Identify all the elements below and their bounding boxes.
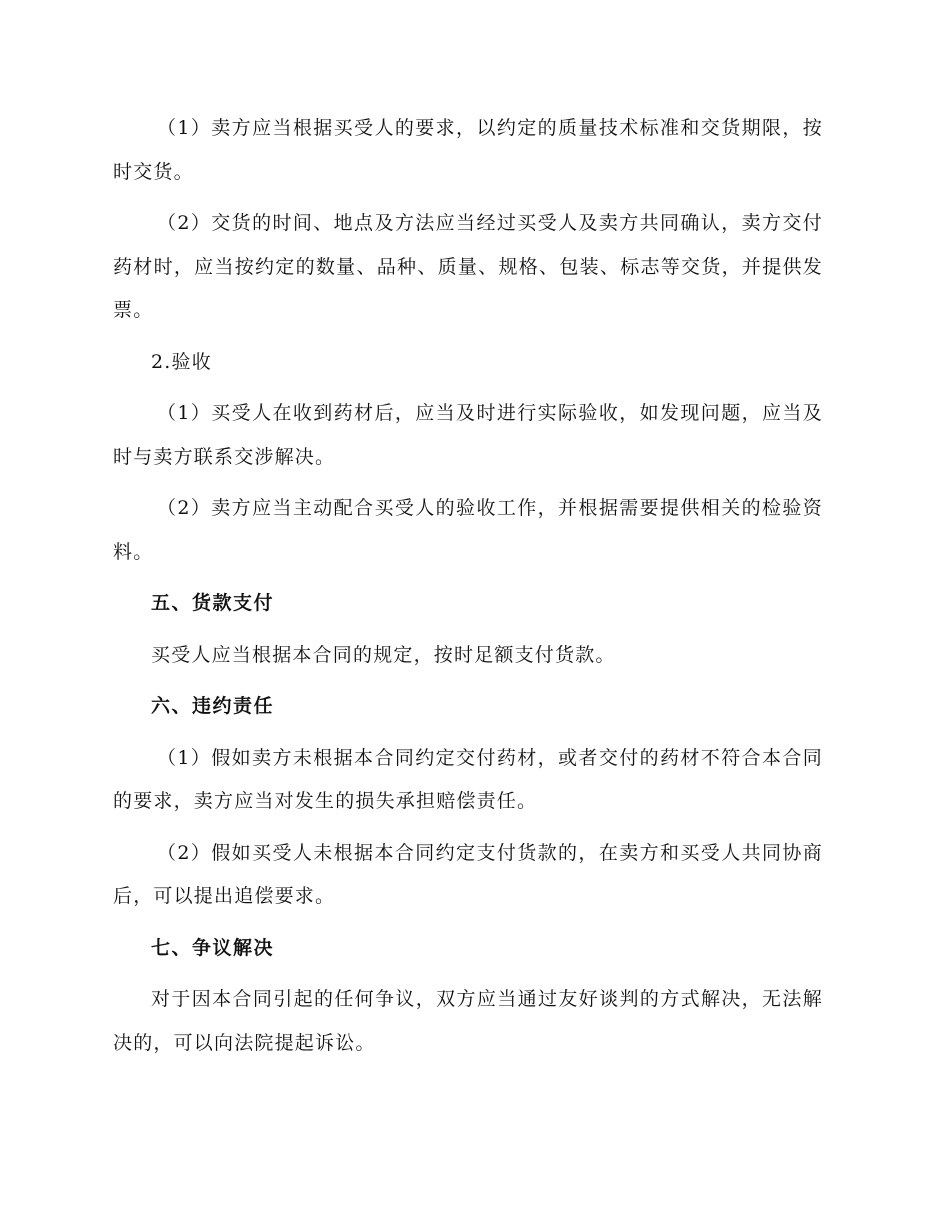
inspection-clause-2: （2）卖方应当主动配合买受人的验收工作，并根据需要提供相关的检验资料。 [113,497,823,563]
inspection-clause-1: （1）买受人在收到药材后，应当及时进行实际验收，如发现问题，应当及时与卖方联系交涉解决。 [113,402,823,468]
section-heading-liability: 六、违约责任 [151,695,275,717]
delivery-clause-1: （1）卖方应当根据买受人的要求，以约定的质量技术标准和交货期限，按时交货。 [113,117,823,183]
section-heading-payment: 五、货款支付 [151,592,275,614]
document-body [113,107,823,1073]
liability-clause-1: （1）假如卖方未根据本合同约定交付药材，或者交付的药材不符合本合同的要求，卖方应当对发生的损失承担赔偿责任。 [113,746,823,812]
payment-clause: 买受人应当根据本合同的规定，按时足额支付货款。 [151,643,616,666]
section-heading-dispute: 七、争议解决 [151,936,275,959]
liability-clause-2: （2）假如买受人未根据本合同约定支付货款的，在卖方和买受人共同协商后，可以提出追偿要求。 [113,841,823,907]
subheading-inspection: 2.验收 [151,350,212,373]
delivery-clause-2: （2）交货的时间、地点及方法应当经过买受人及卖方共同确认，卖方交付药材时，应当按约定的数量、品种、质量、规格、包装、标志等交货，并提供发票。 [113,212,823,321]
dispute-clause: 对于因本合同引起的任何争议，双方应当通过友好谈判的方式解决，无法解决的，可以向法院提起诉讼。 [113,988,823,1054]
